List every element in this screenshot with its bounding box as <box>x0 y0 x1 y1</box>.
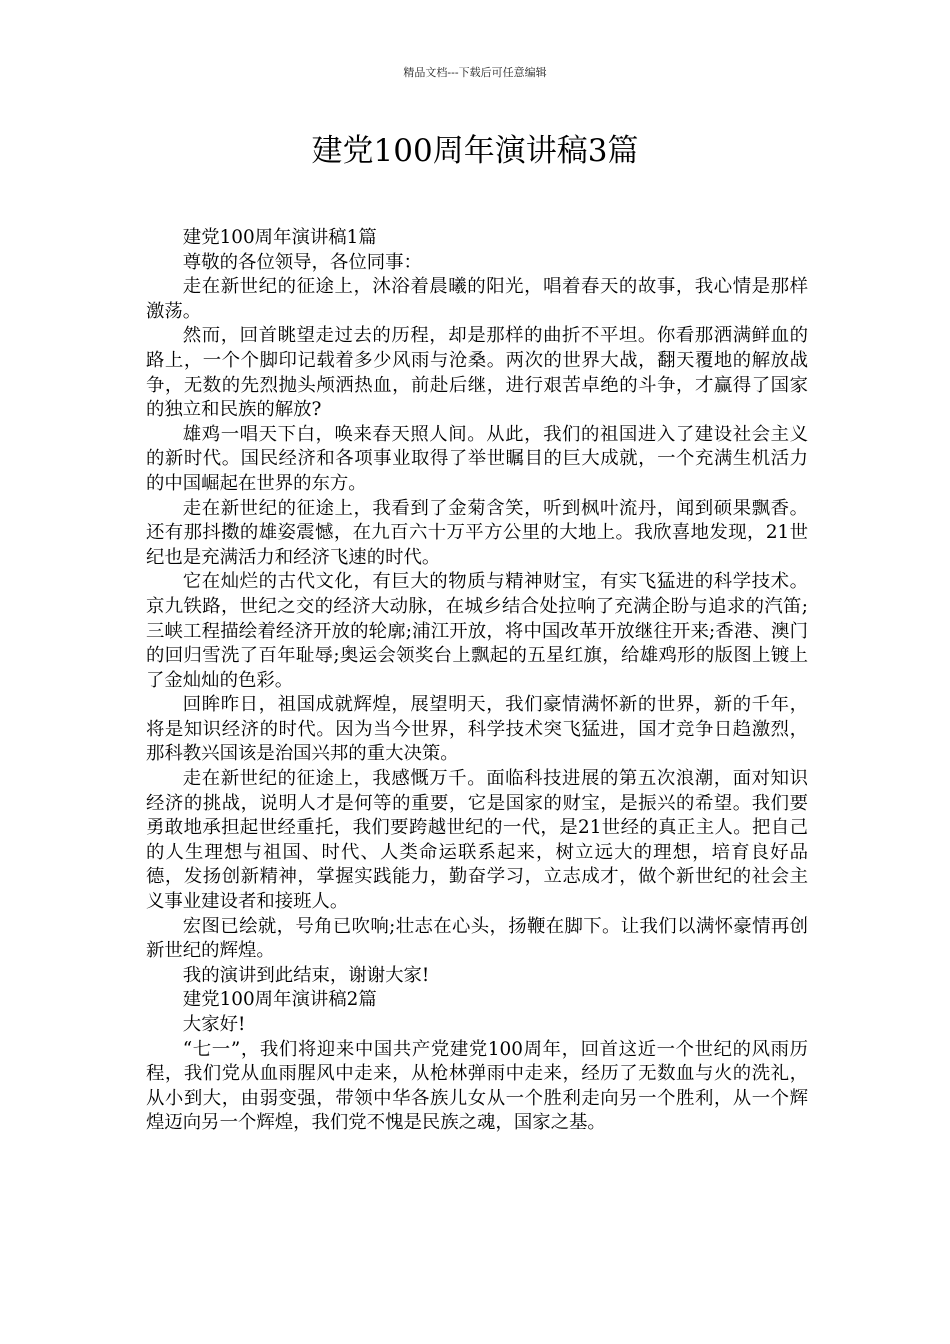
body-paragraph: 走在新世纪的征途上，沐浴着晨曦的阳光，唱着春天的故事，我心情是那样激荡。 <box>146 276 808 322</box>
section-heading-1: 建党100周年演讲稿1篇 <box>182 227 377 248</box>
header-note: 精品文档---下载后可任意编辑 <box>403 66 547 79</box>
body-paragraph: “七一”，我们将迎来中国共产党建党100周年，回首这近一个世纪的风雨历程，我们党从血雨腥风中走来，从枪林弹雨中走来，经历了无数血与火的洗礼，从小到大，由弱变强，带领中华各族儿女从一个胜利走向另一个胜利，从一个辉煌迈向另一个辉煌，我们党不愧是民族之魂，国家之基。 <box>146 1038 808 1134</box>
body-paragraph: 宏图已绘就，号角已吹响;壮志在心头，扬鞭在脚下。让我们以满怀豪情再创新世纪的辉煌。 <box>146 915 808 962</box>
body-paragraph: 走在新世纪的征途上，我看到了金菊含笑，听到枫叶流丹，闻到硕果飘香。还有那抖擞的雄姿震憾，在九百六十万平方公里的大地上。我欣喜地发现，21世纪也是充满活力和经济飞速的时代。 <box>146 497 808 568</box>
section-heading-2: 建党100周年演讲稿2篇 <box>182 989 377 1011</box>
body-paragraph: 走在新世纪的征途上，我感慨万千。面临科技进展的第五次浪潮，面对知识经济的挑战，说明人才是何等的重要，它是国家的财宝，是振兴的希望。我们要勇敢地承担起世经重托，我们要跨越世纪的一代，是21世经的真正主人。把自己的人生理想与祖国、时代、人类命运联系起来，树立远大的理想，培育良好品德，发扬创新精神，掌握实践能力，勤奋学习，立志成才，做个新世纪的社会主义事业建设者和接班人。 <box>146 768 808 913</box>
body-paragraph: 然而，回首眺望走过去的历程，却是那样的曲折不平坦。你看那洒满鲜血的路上，一个个脚印记载着多少风雨与沧桑。两次的世界大战，翻天覆地的解放战争，无数的先烈抛头颅洒热血，前赴后继，进行艰苦卓绝的斗争，才赢得了国家的独立和民族的解放? <box>146 325 808 421</box>
salutation: 尊敬的各位领导，各位同事： <box>182 251 422 273</box>
body-paragraph: 雄鸡一唱天下白，唤来春天照人间。从此，我们的祖国进入了建设社会主义的新时代。国民经济和各项事业取得了举世瞩目的巨大成就，一个充满生机活力的中国崛起在世界的东方。 <box>146 423 808 494</box>
document-body <box>146 226 808 1136</box>
body-paragraph: 它在灿烂的古代文化，有巨大的物质与精神财宝，有实飞猛进的科学技术。京九铁路，世纪之交的经济大动脉，在城乡结合处拉响了充满企盼与追求的汽笛;三峡工程描绘着经济开放的轮廓;浦江开放，将中国改革开放继往开来;香港、澳门的回归雪洗了百年耻辱;奥运会领奖台上飘起的五星红旗，给雄鸡形的版图上镀上了金灿灿的色彩。 <box>146 571 808 691</box>
body-paragraph: 回眸昨日，祖国成就辉煌，展望明天，我们豪情满怀新的世界，新的千年，将是知识经济的时代。因为当今世界，科学技术突飞猛进，国才竞争日趋激烈，那科教兴国该是治国兴邦的重大决策。 <box>146 694 808 765</box>
document-title: 建党100周年演讲稿3篇 <box>311 133 639 169</box>
greeting: 大家好! <box>182 1014 246 1035</box>
closing-line: 我的演讲到此结束，谢谢大家! <box>182 964 430 986</box>
